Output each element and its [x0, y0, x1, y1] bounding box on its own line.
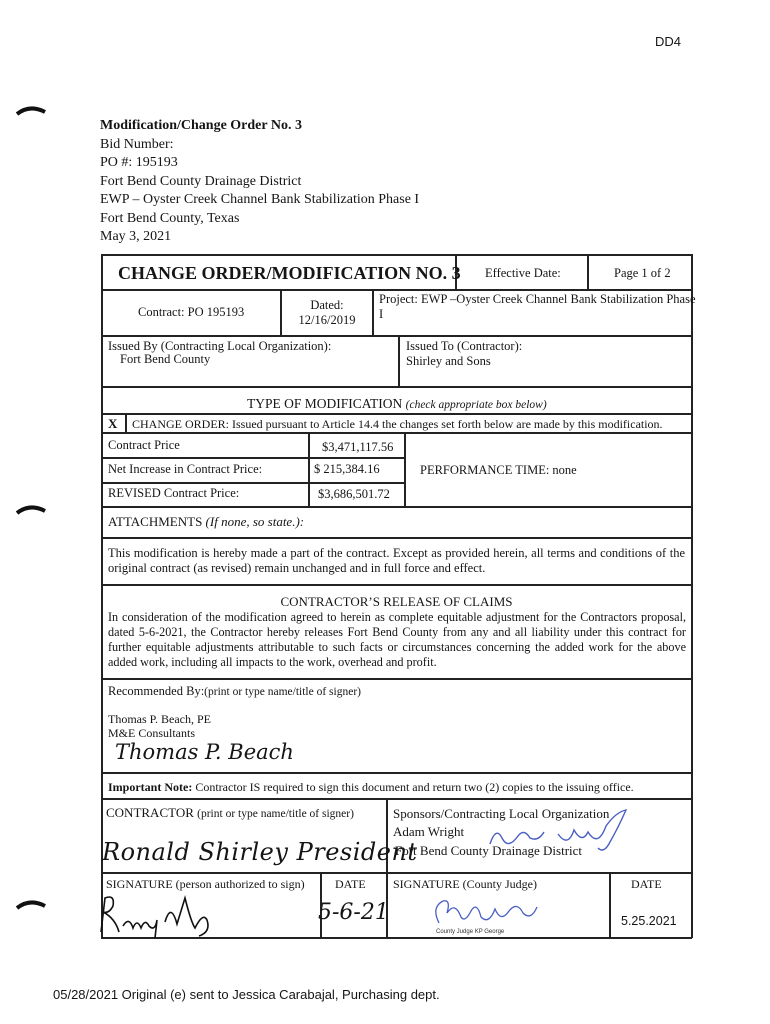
attachments	[108, 514, 304, 529]
recommender-company: M&E Consultants	[108, 726, 196, 740]
change-order-text: CHANGE ORDER: Issued pursuant to Article 14.4 the changes set forth below are made by this modification.	[132, 417, 663, 431]
net-increase-label: Net Increase in Contract Price:	[108, 462, 263, 476]
signature-label: SIGNATURE	[106, 877, 173, 891]
document-header	[100, 117, 419, 247]
header-project: EWP – Oyster Creek Channel Bank Stabilization Phase I	[100, 192, 420, 207]
contract-number: Contract: PO 195193	[138, 305, 245, 319]
contractor-handwritten-name: Ronald Shirley President	[102, 838, 418, 866]
sponsor-org: Fort Bend County Drainage District	[395, 843, 583, 858]
revised-price-label: REVISED Contract Price:	[108, 486, 240, 500]
recommender-name: Thomas P. Beach, PE	[108, 712, 211, 726]
punch-hole-mark	[16, 503, 46, 515]
county-judge-caption: County Judge KP George	[436, 929, 505, 935]
sponsor-label: Sponsors/Contracting Local Organization	[393, 806, 610, 821]
net-increase-value: $ 215,384.16	[314, 462, 380, 476]
header-title: Modification/Change Order No. 3	[100, 118, 302, 133]
issued-by-value: Fort Bend County	[120, 352, 211, 366]
attachments-note: (If none, so state.):	[205, 514, 305, 529]
sponsor-name: Adam Wright	[393, 824, 465, 839]
issued-to-value: Shirley and Sons	[406, 354, 491, 368]
contract-price-value: $3,471,117.56	[322, 440, 394, 454]
release-title: CONTRACTOR’S RELEASE OF CLAIMS	[280, 594, 513, 609]
contractor-note: (print or type name/title of signer)	[197, 808, 354, 820]
type-heading	[247, 396, 547, 413]
header-date: May 3, 2021	[100, 229, 172, 244]
issued-to-label: Issued To (Contractor):	[406, 339, 523, 353]
effective-date-label: Effective Date:	[485, 266, 561, 280]
form-title: CHANGE ORDER/MODIFICATION NO. 3	[118, 263, 461, 283]
project-label: Project: EWP –Oyster Creek Channel Bank Stabilization Phase	[379, 292, 696, 306]
project-label-cont: I	[379, 307, 384, 321]
header-district: Fort Bend County Drainage District	[100, 173, 302, 189]
footer-note: 05/28/2021 Original (e) sent to Jessica Carabajal, Purchasing dept.	[53, 987, 440, 1002]
contractor-date-label: DATE	[335, 877, 366, 891]
modification-text: This modification is hereby made a part of the contract. Except as provided herein, all terms and conditions of the original contract (as revised) remain unchanged and in full force and effect.	[108, 546, 685, 575]
type-heading-note: (check appropriate box below)	[405, 399, 547, 411]
revised-price-value: $3,686,501.72	[318, 487, 390, 501]
performance-time: PERFORMANCE TIME: none	[420, 463, 577, 477]
signature-note: (person authorized to sign)	[175, 877, 305, 891]
page-number: Page 1 of 2	[614, 266, 671, 280]
recommended-label: Recommended By:	[108, 684, 205, 698]
signature-heading	[106, 877, 305, 892]
header-county: Fort Bend County, Texas	[100, 210, 240, 226]
important-note	[108, 780, 634, 795]
punch-hole-mark	[16, 104, 46, 116]
contractor-label: CONTRACTOR	[106, 805, 194, 820]
type-heading-title: TYPE OF MODIFICATION	[247, 396, 403, 411]
release-text: In consideration of the modification agreed to herein as complete equitable adjustment for the Contractors proposal, dated 5-6-2021, the Contractor hereby releases Fort Bend County from any and all liability under this contract for further equitable adjustments attributable to such facts or circumstances concerning the added work for the above added work, including all impacts to the work, overhead and profit.	[108, 610, 686, 669]
recommended-note: (print or type name/title of signer)	[204, 686, 361, 698]
recommender-signature: Thomas P. Beach	[115, 740, 294, 764]
contractor-heading	[106, 805, 354, 822]
attachments-label: ATTACHMENTS	[108, 514, 203, 529]
contractor-date-handwritten: 5-6-21	[318, 900, 389, 925]
contract-price-label: Contract Price	[108, 438, 180, 452]
issued-by-label: Issued By (Contracting Local Organization):	[108, 339, 332, 353]
sponsor-signature	[478, 808, 638, 860]
document-stamp: DD4	[655, 34, 682, 49]
county-signature-label: SIGNATURE (County Judge)	[393, 877, 537, 891]
punch-hole-mark	[16, 898, 46, 910]
recommended-by	[108, 684, 361, 700]
contractor-signature	[95, 892, 225, 940]
county-date-value: 5.25.2021	[621, 914, 677, 928]
dated-value: 12/16/2019	[298, 313, 356, 327]
important-label: Important Note:	[108, 780, 193, 794]
header-po-number: PO #: 195193	[100, 155, 178, 170]
county-date-label: DATE	[631, 877, 662, 891]
dated-label: Dated:	[310, 298, 344, 312]
county-judge-signature	[425, 893, 545, 931]
change-order-checkbox[interactable]: X	[108, 416, 118, 431]
header-bid-number: Bid Number:	[100, 136, 174, 152]
important-text: Contractor IS required to sign this document and return two (2) copies to the issuing office.	[195, 780, 634, 794]
